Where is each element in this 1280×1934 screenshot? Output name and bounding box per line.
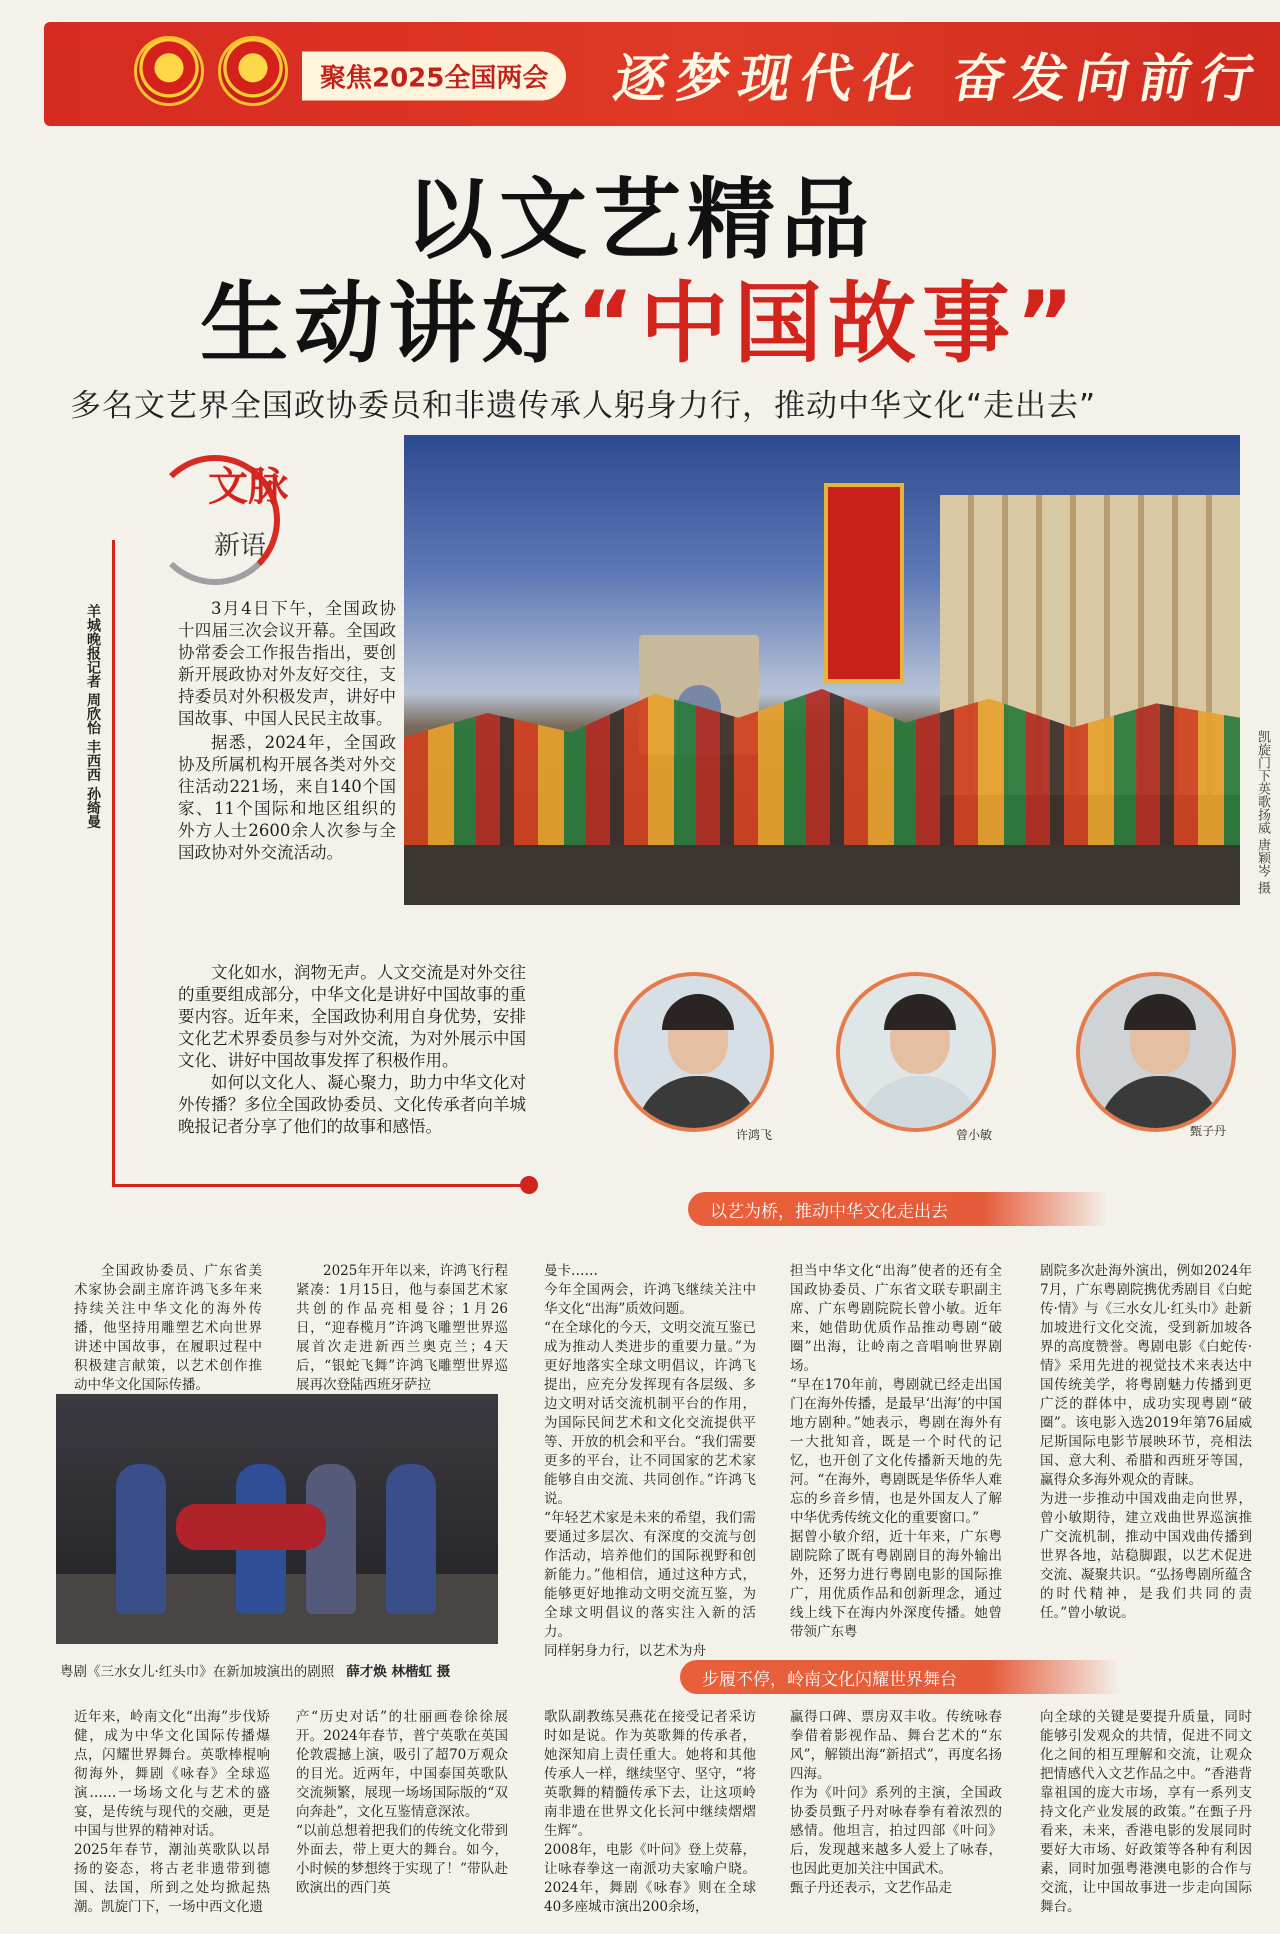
top-banner (44, 22, 1280, 126)
main-photo (404, 435, 1240, 905)
section-title-bar-1: 以艺为桥，推动中华文化走出去 (688, 1192, 1108, 1226)
badge-subtitle: 新语 (214, 531, 267, 561)
red-rule-horizontal (112, 1184, 532, 1187)
body-lower-column-3: 歌队副教练吴燕花在接受记者采访时如是说。作为英歌舞的传承者，她深知肩上责任重大。她将和其他传承人一样，继续坚守、坚守，“将英歌舞的精髓传承下去，让这项岭南非遗在世界文化长河中继续熠熠生辉”。 2008年，电影《叶问》登上荧幕，让咏春拳这一南派功夫家喻户晓。2024年，舞剧《咏春》则在全球40多座城市演出200余场， (544, 1709, 756, 1915)
stage-red-cloth (176, 1504, 326, 1550)
cppcc-emblem-icon (218, 36, 288, 106)
headline-line2-prefix: 生动讲好 (200, 272, 577, 375)
section-title-bar-2: 步履不停，岭南文化闪耀世界舞台 (680, 1660, 1120, 1694)
intro-paragraph: 如何以文化人、凝心聚力，助力中华文化对外传播？多位全国政协委员、文化传承者向羊城晚报记者分享了他们的故事和感悟。 (178, 1073, 526, 1136)
intro-text (178, 598, 396, 866)
body-lower-column-2: 产“历史对话”的壮丽画卷徐徐展开。2024年春节，普宁英歌在英国伦敦震撼上演，吸引了超70万观众的目光。近两年，中国泰国英歌队交流频繁，展现一场场国际版的“双向奔赴”，文化互鉴情意深浓。 “以前总想着把我们的传统文化带到外面去，带上更大的舞台。如今，小时候的梦想终于实现了！”带队赴欧演出的西门英 (296, 1709, 508, 1896)
stage-performer (386, 1464, 436, 1614)
headline-line2-highlight: “中国故事” (576, 272, 1080, 375)
intro-paragraph: 3月4日下午，全国政协十四届三次会议开幕。全国政协常委会工作报告指出，要创新开展政协对外友好交往，支持委员对外积极发声，讲好中国故事、中国人民民主故事。 (178, 599, 396, 728)
portrait-donnie-yen (1076, 972, 1236, 1132)
intro-text-continued (178, 962, 526, 1138)
portrait-hair (1124, 994, 1196, 1030)
body-lower-column-5: 向全球的关键是要提升质量，同时能够引发观众的共情，促进不同文化之间的相互理解和交流，让观众把情感代入文艺作品之中。“香港背靠祖国的庞大市场，享有一系列支持文化产业发展的政策。”在甄子丹看来，未来，香港电影的发展同时要好大市场、好政策等各种有利因素，同时加强粤港澳电影的合作与交流，让中国故事进一步走向国际舞台。 (1040, 1709, 1252, 1915)
stage-photo-caption (60, 1660, 500, 1680)
body-column-2 (296, 1262, 508, 1395)
portrait-name: 许鸿飞 (736, 1128, 773, 1142)
body-paragraph: 全国政协委员、广东省美术家协会副主席许鸿飞多年来持续关注中华文化的海外传播，他坚持用雕塑艺术向世界讲述中国故事，在履职过程中积极建言献策，以艺术创作推动中华文化国际传播。 (74, 1263, 262, 1393)
banner-slogan: 逐梦现代化 奋发向前行 (609, 48, 1269, 110)
reporter-byline: 羊城晚报记者 周欣怡 丰西西 孙绮曼 (85, 604, 101, 829)
portrait-body (858, 1076, 982, 1132)
portrait-name: 曾小敏 (956, 1128, 993, 1142)
caption-text: 粤剧《三水女儿·红头巾》在新加坡演出的剧照 (60, 1664, 335, 1680)
badge-title: 文脉 (208, 463, 288, 510)
headline-line2 (0, 274, 1280, 374)
headline (0, 170, 1280, 374)
portrait-xu-hongfei (614, 972, 774, 1132)
portrait-body (636, 1076, 760, 1132)
banner-focus-label: 聚焦2025全国两会 (302, 52, 566, 101)
photo-ground (404, 845, 1240, 905)
body-column-4: 担当中华文化“出海”使者的还有全国政协委员、广东省文联专职副主席、广东粤剧院院长曾小敏。近年来，她借助优质作品推动粤剧“破圈”出海，让岭南之音唱响世界剧场。 “早在170年前，粤剧就已经走出国门在海外传播，是最早‘出海’的中国地方剧种。”她表示，粤剧在海外有一大批知音，既是一个时代的记忆，也开创了文化传播新天地的先河。“在海外，粤剧既是华侨华人难忘的乡音乡情，也是外国友人了解中华优秀传统文化的重要窗口。” 据曾小敏介绍，近十年来，广东粤剧院除了既有粤剧剧目的海外输出外，还努力进行粤剧电影的国际推广，用优质作品和创新理念，通过线上线下在海内外深度传播。她曾带领广东粤 (790, 1263, 1002, 1640)
caption-credit: 薛才焕 林楷虹 摄 (346, 1664, 451, 1680)
red-rule-dot (520, 1176, 538, 1194)
portrait-name: 甄子丹 (1190, 1124, 1227, 1138)
portrait-hair (884, 994, 956, 1030)
body-lower-column-1: 近年来，岭南文化“出海”步伐矫健，成为中华文化国际传播爆点，闪耀世界舞台。英歌棒棍响彻海外，舞剧《咏春》全球巡演……一场场文化与艺术的盛宴，是传统与现代的交融，更是中国与世界的精神对话。 2025年春节，潮汕英歌队以昂扬的姿态，将古老非遗带到德国、法国，所到之处均掀起热潮。凯旋门下，一场中西文化遗 (74, 1709, 270, 1915)
subheadline: 多名文艺界全国政协委员和非遗传承人躬身力行，推动中华文化“走出去” (70, 388, 1097, 424)
red-rule-vertical (112, 540, 115, 1185)
body-column-5: 剧院多次赴海外演出，例如2024年7月，广东粤剧院携优秀剧目《白蛇传·情》与《三水女儿·红头巾》赴新加坡进行文化交流，受到新加坡各界的高度赞誉。粤剧电影《白蛇传·情》采用先进的视觉技术来表达中国传统美学，将粤剧魅力传播到更广泛的群体中，成功实现粤剧“破圈”。该电影入选2019年第76届威尼斯国际电影节展映环节，亮相法国、意大利、希腊和西班牙等国，赢得众多海外观众的青睐。 为进一步推动中国戏曲走向世界，曾小敏期待，建立戏曲世界巡演推广交流机制，推动中国戏曲传播到世界各地，站稳脚跟，以艺术促进交流、凝聚共识。“弘扬粤剧所蕴含的时代精神，是我们共同的责任。”曾小敏说。 (1040, 1263, 1252, 1621)
national-emblem-icon (134, 36, 204, 106)
photo-flag (824, 483, 904, 683)
main-photo-credit: 凯旋门下英歌扬威 唐颖岑 摄 (1255, 730, 1270, 895)
intro-paragraph: 据悉，2024年，全国政协及所属机构开展各类对外交往活动221场，来自140个国家、11个国际和地区组织的外方人士2600余人次参与全国政协对外交流活动。 (178, 733, 396, 862)
body-paragraph: 2025年开年以来，许鸿飞行程紧凑：1月15日，他与泰国艺术家共创的作品亮相曼谷；1月26日，“迎春榄月”许鸿飞雕塑世界巡展首次走进新西兰奥克兰；4天后，“银蛇飞舞”许鸿飞雕塑世界巡展再次登陆西班牙萨拉 (296, 1263, 508, 1393)
body-lower-column-4: 赢得口碑、票房双丰收。传统咏春拳借着影视作品、舞台艺术的“东风”，解锁出海“新招式”，再度名扬四海。 作为《叶问》系列的主演，全国政协委员甄子丹对咏春拳有着浓烈的感情。他坦言，拍过四部《叶问》后，发现越来越多人爱上了咏春，也因此更加关注中国武术。 甄子丹还表示，文艺作品走 (790, 1709, 1002, 1896)
stage-photo (56, 1394, 498, 1644)
portrait-hair (662, 994, 734, 1030)
stage-performer (116, 1464, 166, 1614)
column-badge (150, 455, 290, 585)
body-column-1 (74, 1262, 262, 1395)
emblems (134, 36, 288, 106)
portrait-zeng-xiaomin (836, 972, 996, 1132)
body-column-3: 曼卡…… 今年全国两会，许鸿飞继续关注中华文化“出海”质效问题。 “在全球化的今天，文明交流互鉴已成为推动人类进步的重要力量。”为更好地落实全球文明倡议，许鸿飞提出，应充分发挥现有各层级、多边文明对话交流机制平台的作用，为国际民间艺术和文化交流提供平等、开放的机会和平台。“我们需要更多的平台，让不同国家的艺术家能够自由交流、共同创作。”许鸿飞说。 “年轻艺术家是未来的希望，我们需要通过多层次、有深度的交流与创作活动，培养他们的国际视野和创新能力。”他相信，通过这种方式，能够更好地推动文明交流互鉴，为全球文明倡议的落实注入新的活力。 同样躬身力行，以艺术为舟 (544, 1263, 756, 1659)
intro-paragraph: 文化如水，润物无声。人文交流是对外交往的重要组成部分，中华文化是讲好中国故事的重要内容。近年来，全国政协利用自身优势，安排文化艺术界委员参与对外交流，为对外展示中国文化、讲好中国故事发挥了积极作用。 (178, 963, 526, 1070)
headline-line1: 以文艺精品 (404, 168, 875, 271)
